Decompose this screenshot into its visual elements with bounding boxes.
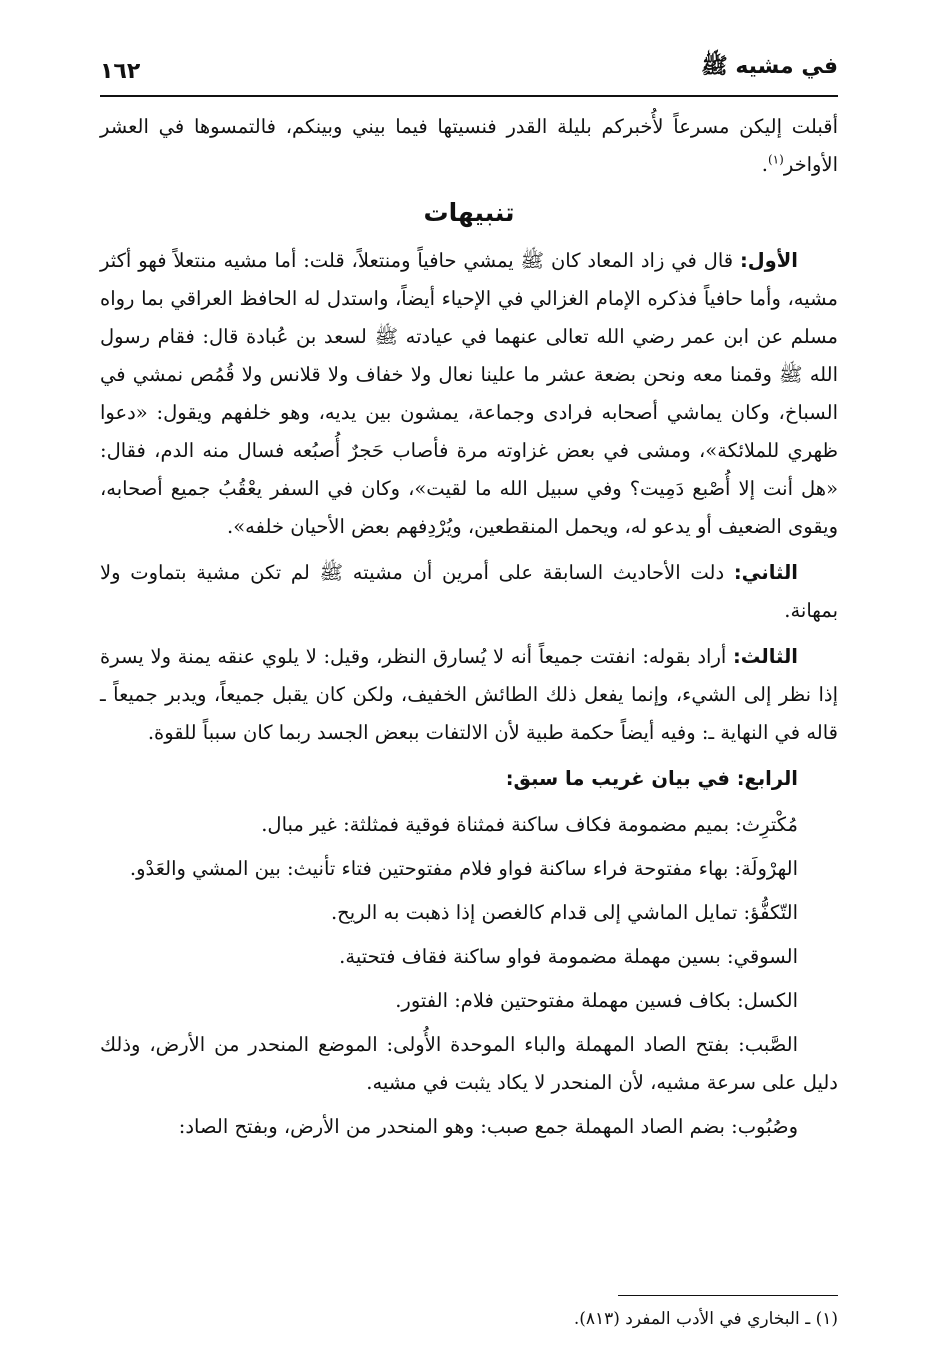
header-rule — [100, 95, 838, 97]
gloss-item: الكسل: بكاف فسين مهملة مفتوحتين فلام: الفتور. — [395, 989, 798, 1012]
gloss-item: التّكفُّؤ: تمايل الماشي إلى قدام كالغصن إذا ذهبت به الريح. — [330, 901, 798, 924]
note-term: الرابع: في بيان غريب ما سبق: — [505, 767, 798, 790]
page-header — [100, 42, 838, 92]
gloss-item: الصَّبب: بفتح الصاد المهملة والباء الموحدة الأُولى: الموضع المنحدر من الأرض، وذلك دليل على سرعة مشيه، لأن المنحدر لا يكاد يثبت في مشيه. — [100, 1033, 838, 1094]
note-text: أراد بقوله: انفتت جميعاً أنه لا يُسارق النظر، وقيل: لا يلوي عنقه يمنة ولا يسرة إذا نظر إلى الشيء، وإنما يفعل ذلك الطائش الخفيف، ولكن كان يقبل جميعاً، ويدبر جميعاً ـ قاله في النهاية ـ: وفيه أيضاً حكمة طبية لأن الالتفات ببعض الجسد ربما كان سبباً للقوة. — [100, 645, 838, 744]
section-heading: تنبيهات — [423, 198, 515, 227]
note-first — [100, 242, 838, 546]
gloss-item: مُكْترِث: بميم مضمومة فكاف ساكنة فمثناة فوقية فمثلثة: غير مبال. — [261, 813, 798, 836]
page-number: ١٦٢ — [100, 59, 141, 84]
gloss-item: الهرْولَة: بهاء مفتوحة فراء ساكنة فواو فلام مفتوحتين فتاء تأنيث: بين المشي والعَدْو. — [129, 857, 798, 880]
footnote-rule — [618, 1295, 838, 1296]
gloss-item: السوقي: بسين مهملة مضمومة فواو ساكنة فقاف فتحتية. — [339, 945, 798, 968]
continuation-text: أقبلت إليكن مسرعاً لأُخبركم بليلة القدر فنسيتها فيما بيني وبينكم، فالتمسوها في العشر الأواخر — [100, 115, 838, 176]
running-title: في مشيه ﷺ — [701, 54, 838, 79]
continuation-end: . — [761, 153, 768, 176]
note-second — [100, 554, 838, 630]
note-term: الثالث: — [732, 645, 798, 668]
note-text: دلت الأحاديث السابقة على أمرين أن مشيته ﷺ لم تكن مشية بتماوت ولا بمهانة. — [100, 561, 838, 622]
note-text: قال في زاد المعاد كان ﷺ يمشي حافياً ومنتعلاً، قلت: أما مشيه منتعلاً فهو أكثر مشيه، وأما حافياً فذكره الإمام الغزالي في الإحياء أيضاً، واستدل له الحافظ العراقي بما رواه مسلم عن ابن عمر رضي الله تعالى عنهما في عيادته ﷺ لسعد بن عُبادة قال: فقام رسول الله ﷺ وقمنا معه ونحن بضعة عشر ما علينا نعال ولا خفاف ولا قلانس ولا قُمُص نمشي في السباخ، وكان يماشي أصحابه فرادى وجماعة، يمشون بين يديه، وهو خلفهم ويقول: «دعوا ظهري للملائكة»، ومشى في بعض غزاوته مرة فأصاب حَجرٌ أُصبُعه فسال منه الدم، فقال: «هل أنت إلا أُصْبع دَمِيت؟ وفي سبيل الله ما لقيت»، وكان في السفر يعْقُبُ جميع أصحابه، ويقوى الضعيف أو يدعو له، ويحمل المنقطعين، ويُرْدِفهم بعض الأحيان خلفه». — [100, 249, 838, 538]
note-fourth — [100, 760, 838, 798]
footnote-ref: (١) — [767, 152, 784, 167]
footnote: (١) ـ البخاري في الأدب المفرد (٨١٣). — [573, 1309, 838, 1329]
main-text — [100, 108, 838, 1152]
continuation-paragraph — [100, 108, 838, 184]
note-term: الأول: — [739, 249, 798, 272]
note-term: الثاني: — [733, 561, 798, 584]
note-third — [100, 638, 838, 752]
gloss-item: وصُبُوب: بضم الصاد المهملة جمع صبب: وهو المنحدر من الأرض، وبفتح الصاد: — [178, 1115, 798, 1138]
